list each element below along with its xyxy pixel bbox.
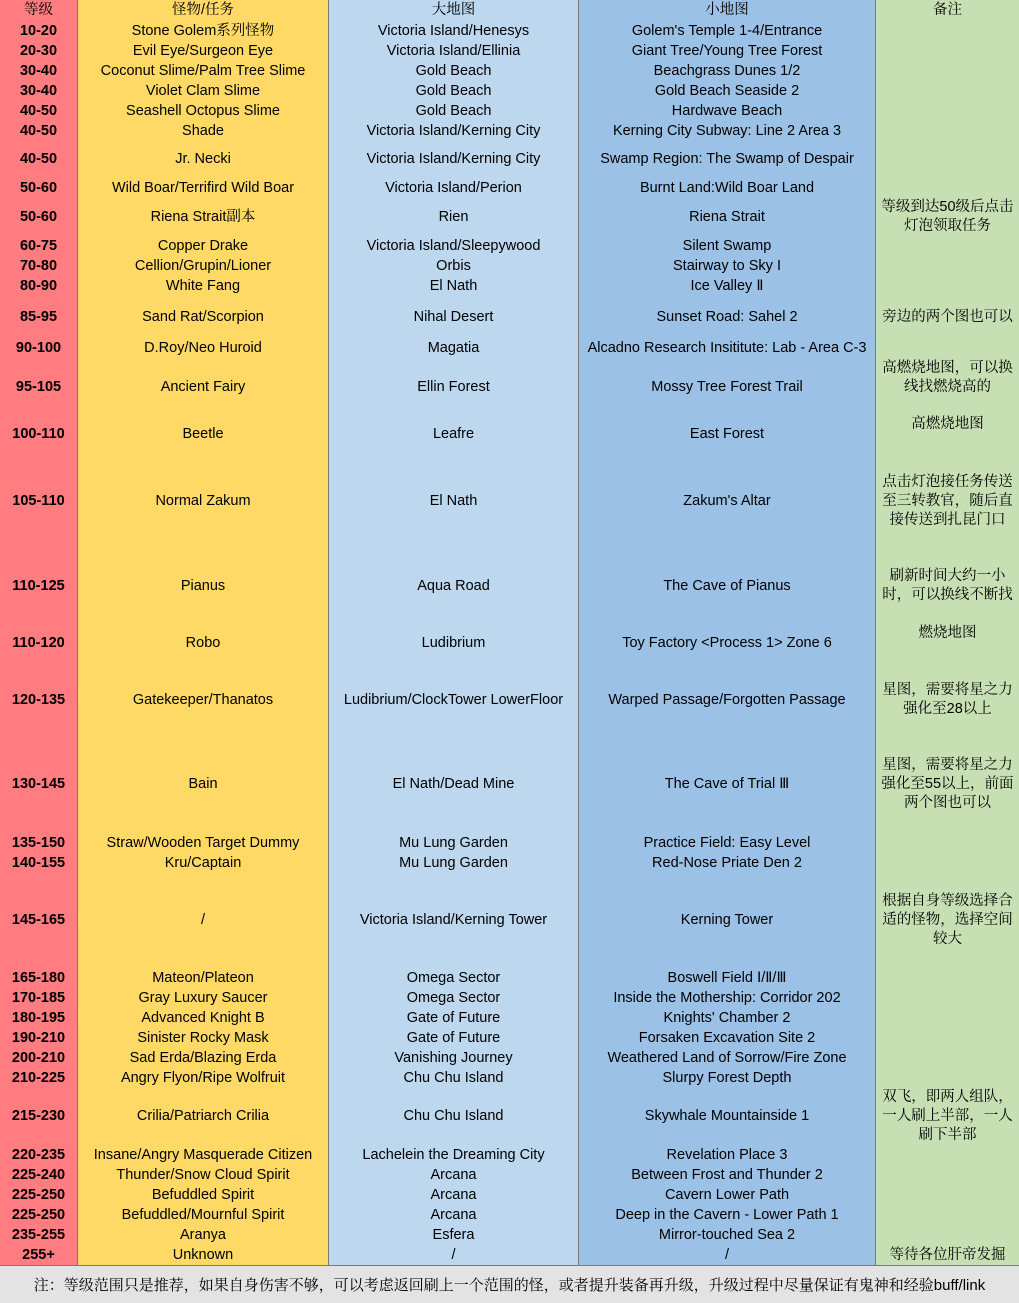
table-row: [0, 121, 1019, 141]
monster-cell: Copper Drake: [78, 236, 329, 256]
table-row: [0, 1048, 1019, 1068]
region-cell: Gold Beach: [329, 81, 579, 101]
map-cell: Gold Beach Seaside 2: [579, 81, 876, 101]
level-cell: 30-40: [0, 81, 78, 101]
region-cell: Omega Sector: [329, 988, 579, 1008]
region-cell: Orbis: [329, 256, 579, 276]
map-cell: Skywhale Mountainside 1: [579, 1088, 876, 1145]
level-cell: 135-150: [0, 833, 78, 853]
map-cell: Inside the Mothership: Corridor 202: [579, 988, 876, 1008]
monster-cell: Befuddled/Mournful Spirit: [78, 1205, 329, 1225]
region-cell: Arcana: [329, 1205, 579, 1225]
header-level: 等级: [0, 0, 78, 21]
note-cell: 星图，需要将星之力强化至55以上，前面两个图也可以: [876, 736, 1019, 833]
note-cell: [876, 101, 1019, 121]
header-row: [0, 0, 1019, 21]
note-cell: [876, 141, 1019, 178]
table-row: [0, 622, 1019, 664]
monster-cell: Riena Strait副本: [78, 198, 329, 236]
table-row: [0, 1165, 1019, 1185]
level-cell: 225-240: [0, 1165, 78, 1185]
map-cell: Red-Nose Priate Den 2: [579, 853, 876, 873]
table-row: [0, 1088, 1019, 1145]
note-cell: [876, 1205, 1019, 1225]
level-cell: 70-80: [0, 256, 78, 276]
note-cell: [876, 41, 1019, 61]
table-row: [0, 198, 1019, 236]
level-cell: 225-250: [0, 1185, 78, 1205]
map-cell: Practice Field: Easy Level: [579, 833, 876, 853]
monster-cell: Ancient Fairy: [78, 358, 329, 416]
monster-cell: Gatekeeper/Thanatos: [78, 664, 329, 736]
level-cell: 170-185: [0, 988, 78, 1008]
note-cell: 等待各位肝帝发掘: [876, 1245, 1019, 1265]
table-row: [0, 338, 1019, 358]
level-cell: 50-60: [0, 178, 78, 198]
map-cell: The Cave of Trial Ⅲ: [579, 736, 876, 833]
level-cell: 95-105: [0, 358, 78, 416]
table-row: [0, 141, 1019, 178]
region-cell: Ludibrium/ClockTower LowerFloor: [329, 664, 579, 736]
monster-cell: Straw/Wooden Target Dummy: [78, 833, 329, 853]
region-cell: Magatia: [329, 338, 579, 358]
note-cell: [876, 833, 1019, 853]
map-cell: Silent Swamp: [579, 236, 876, 256]
map-cell: Burnt Land:Wild Boar Land: [579, 178, 876, 198]
map-cell: Beachgrass Dunes 1/2: [579, 61, 876, 81]
map-cell: /: [579, 1245, 876, 1265]
monster-cell: Stone Golem系列怪物: [78, 21, 329, 41]
map-cell: Mossy Tree Forest Trail: [579, 358, 876, 416]
table-row: [0, 61, 1019, 81]
region-cell: Gate of Future: [329, 1028, 579, 1048]
map-cell: Between Frost and Thunder 2: [579, 1165, 876, 1185]
table-row: [0, 178, 1019, 198]
map-cell: Alcadno Research Insititute: Lab - Area C-3: [579, 338, 876, 358]
region-cell: Vanishing Journey: [329, 1048, 579, 1068]
level-cell: 110-120: [0, 622, 78, 664]
monster-cell: Normal Zakum: [78, 452, 329, 550]
table-row: [0, 296, 1019, 338]
region-cell: Chu Chu Island: [329, 1068, 579, 1088]
region-cell: El Nath: [329, 276, 579, 296]
note-cell: 根据自身等级选择合适的怪物，选择空间较大: [876, 873, 1019, 968]
table-row: [0, 81, 1019, 101]
map-cell: Riena Strait: [579, 198, 876, 236]
note-cell: [876, 1185, 1019, 1205]
level-cell: 200-210: [0, 1048, 78, 1068]
table-row: [0, 452, 1019, 550]
level-cell: 90-100: [0, 338, 78, 358]
level-cell: 40-50: [0, 121, 78, 141]
monster-cell: Bain: [78, 736, 329, 833]
table-row: [0, 1068, 1019, 1088]
region-cell: Arcana: [329, 1165, 579, 1185]
map-cell: Sunset Road: Sahel 2: [579, 296, 876, 338]
map-cell: The Cave of Pianus: [579, 550, 876, 622]
monster-cell: Thunder/Snow Cloud Spirit: [78, 1165, 329, 1185]
note-cell: [876, 1048, 1019, 1068]
note-cell: [876, 853, 1019, 873]
table-row: [0, 1245, 1019, 1265]
map-cell: Giant Tree/Young Tree Forest: [579, 41, 876, 61]
region-cell: Gate of Future: [329, 1008, 579, 1028]
region-cell: Gold Beach: [329, 61, 579, 81]
table-body: [0, 21, 1019, 1265]
level-cell: 105-110: [0, 452, 78, 550]
level-cell: 235-255: [0, 1225, 78, 1245]
level-cell: 180-195: [0, 1008, 78, 1028]
note-cell: [876, 968, 1019, 988]
table-row: [0, 416, 1019, 452]
table-row: [0, 276, 1019, 296]
monster-cell: Coconut Slime/Palm Tree Slime: [78, 61, 329, 81]
monster-cell: Aranya: [78, 1225, 329, 1245]
table-row: [0, 21, 1019, 41]
monster-cell: Crilia/Patriarch Crilia: [78, 1088, 329, 1145]
monster-cell: Cellion/Grupin/Lioner: [78, 256, 329, 276]
level-cell: 140-155: [0, 853, 78, 873]
note-cell: [876, 256, 1019, 276]
level-cell: 225-250: [0, 1205, 78, 1225]
map-cell: Cavern Lower Path: [579, 1185, 876, 1205]
map-cell: Revelation Place 3: [579, 1145, 876, 1165]
map-cell: Swamp Region: The Swamp of Despair: [579, 141, 876, 178]
note-cell: 点击灯泡接任务传送至三转教官，随后直接传送到扎昆门口: [876, 452, 1019, 550]
note-cell: [876, 1008, 1019, 1028]
note-cell: [876, 1145, 1019, 1165]
monster-cell: Jr. Necki: [78, 141, 329, 178]
monster-cell: Gray Luxury Saucer: [78, 988, 329, 1008]
region-cell: Aqua Road: [329, 550, 579, 622]
footer-note: 注：等级范围只是推荐，如果自身伤害不够，可以考虑返回刷上一个范围的怪，或者提升装备再升级，升级过程中尽量保证有鬼神和经验buff/link: [0, 1265, 1019, 1303]
region-cell: Ellin Forest: [329, 358, 579, 416]
note-cell: 刷新时间大约一小时，可以换线不断找: [876, 550, 1019, 622]
level-cell: 130-145: [0, 736, 78, 833]
monster-cell: Angry Flyon/Ripe Wolfruit: [78, 1068, 329, 1088]
table-row: [0, 736, 1019, 833]
map-cell: Zakum's Altar: [579, 452, 876, 550]
table-row: [0, 988, 1019, 1008]
region-cell: Chu Chu Island: [329, 1088, 579, 1145]
monster-cell: Pianus: [78, 550, 329, 622]
monster-cell: Befuddled Spirit: [78, 1185, 329, 1205]
monster-cell: Sinister Rocky Mask: [78, 1028, 329, 1048]
table-row: [0, 256, 1019, 276]
level-cell: 120-135: [0, 664, 78, 736]
level-cell: 30-40: [0, 61, 78, 81]
region-cell: Arcana: [329, 1185, 579, 1205]
level-cell: 80-90: [0, 276, 78, 296]
region-cell: Victoria Island/Henesys: [329, 21, 579, 41]
region-cell: Esfera: [329, 1225, 579, 1245]
monster-cell: Evil Eye/Surgeon Eye: [78, 41, 329, 61]
note-cell: [876, 1225, 1019, 1245]
level-cell: 215-230: [0, 1088, 78, 1145]
monster-cell: Sand Rat/Scorpion: [78, 296, 329, 338]
header-monster: 怪物/任务: [78, 0, 329, 21]
monster-cell: Advanced Knight B: [78, 1008, 329, 1028]
region-cell: Victoria Island/Kerning City: [329, 121, 579, 141]
monster-cell: Sad Erda/Blazing Erda: [78, 1048, 329, 1068]
region-cell: Omega Sector: [329, 968, 579, 988]
map-cell: Warped Passage/Forgotten Passage: [579, 664, 876, 736]
note-cell: [876, 236, 1019, 256]
monster-cell: Beetle: [78, 416, 329, 452]
note-cell: 高燃烧地图: [876, 416, 1019, 452]
note-cell: [876, 1028, 1019, 1048]
level-cell: 50-60: [0, 198, 78, 236]
monster-cell: /: [78, 873, 329, 968]
table-row: [0, 833, 1019, 853]
header-note: 备注: [876, 0, 1019, 21]
table-row: [0, 1205, 1019, 1225]
table-row: [0, 873, 1019, 968]
note-cell: [876, 61, 1019, 81]
region-cell: Mu Lung Garden: [329, 853, 579, 873]
map-cell: Forsaken Excavation Site 2: [579, 1028, 876, 1048]
level-cell: 145-165: [0, 873, 78, 968]
note-cell: 旁边的两个图也可以: [876, 296, 1019, 338]
region-cell: Victoria Island/Perion: [329, 178, 579, 198]
note-cell: 等级到达50级后点击灯泡领取任务: [876, 198, 1019, 236]
monster-cell: D.Roy/Neo Huroid: [78, 338, 329, 358]
monster-cell: Robo: [78, 622, 329, 664]
table-row: [0, 1145, 1019, 1165]
region-cell: Victoria Island/Ellinia: [329, 41, 579, 61]
note-cell: 星图，需要将星之力强化至28以上: [876, 664, 1019, 736]
note-cell: [876, 178, 1019, 198]
level-cell: 165-180: [0, 968, 78, 988]
map-cell: Weathered Land of Sorrow/Fire Zone: [579, 1048, 876, 1068]
table-row: [0, 41, 1019, 61]
table-row: [0, 1185, 1019, 1205]
table-row: [0, 1008, 1019, 1028]
map-cell: East Forest: [579, 416, 876, 452]
region-cell: Leafre: [329, 416, 579, 452]
monster-cell: Unknown: [78, 1245, 329, 1265]
region-cell: Victoria Island/Kerning City: [329, 141, 579, 178]
level-cell: 85-95: [0, 296, 78, 338]
level-cell: 110-125: [0, 550, 78, 622]
map-cell: Kerning Tower: [579, 873, 876, 968]
monster-cell: Kru/Captain: [78, 853, 329, 873]
map-cell: Stairway to Sky I: [579, 256, 876, 276]
header-map: 小地图: [579, 0, 876, 21]
level-cell: 100-110: [0, 416, 78, 452]
region-cell: Victoria Island/Kerning Tower: [329, 873, 579, 968]
note-cell: 高燃烧地图，可以换线找燃烧高的: [876, 358, 1019, 416]
note-cell: [876, 121, 1019, 141]
header-region: 大地图: [329, 0, 579, 21]
map-cell: Deep in the Cavern - Lower Path 1: [579, 1205, 876, 1225]
map-cell: Golem's Temple 1-4/Entrance: [579, 21, 876, 41]
monster-cell: Shade: [78, 121, 329, 141]
note-cell: [876, 1068, 1019, 1088]
region-cell: El Nath: [329, 452, 579, 550]
table-row: [0, 968, 1019, 988]
monster-cell: Wild Boar/Terrifird Wild Boar: [78, 178, 329, 198]
table-row: [0, 664, 1019, 736]
note-cell: 双飞，即两人组队，一人刷上半部，一人刷下半部: [876, 1088, 1019, 1145]
region-cell: El Nath/Dead Mine: [329, 736, 579, 833]
level-cell: 60-75: [0, 236, 78, 256]
region-cell: Mu Lung Garden: [329, 833, 579, 853]
table-row: [0, 1225, 1019, 1245]
level-cell: 220-235: [0, 1145, 78, 1165]
table-row: [0, 236, 1019, 256]
level-cell: 210-225: [0, 1068, 78, 1088]
map-cell: Kerning City Subway: Line 2 Area 3: [579, 121, 876, 141]
level-cell: 10-20: [0, 21, 78, 41]
note-cell: [876, 276, 1019, 296]
region-cell: Ludibrium: [329, 622, 579, 664]
map-cell: Slurpy Forest Depth: [579, 1068, 876, 1088]
monster-cell: White Fang: [78, 276, 329, 296]
monster-cell: Mateon/Plateon: [78, 968, 329, 988]
note-cell: [876, 338, 1019, 358]
map-cell: Mirror-touched Sea 2: [579, 1225, 876, 1245]
map-cell: Knights' Chamber 2: [579, 1008, 876, 1028]
note-cell: [876, 1165, 1019, 1185]
monster-cell: Seashell Octopus Slime: [78, 101, 329, 121]
region-cell: /: [329, 1245, 579, 1265]
note-cell: [876, 21, 1019, 41]
region-cell: Nihal Desert: [329, 296, 579, 338]
table-row: [0, 1028, 1019, 1048]
monster-cell: Insane/Angry Masquerade Citizen: [78, 1145, 329, 1165]
level-cell: 40-50: [0, 101, 78, 121]
map-cell: Ice Valley Ⅱ: [579, 276, 876, 296]
table-row: [0, 550, 1019, 622]
note-cell: 燃烧地图: [876, 622, 1019, 664]
map-cell: Boswell Field Ⅰ/Ⅱ/Ⅲ: [579, 968, 876, 988]
note-cell: [876, 81, 1019, 101]
map-cell: Toy Factory <Process 1> Zone 6: [579, 622, 876, 664]
level-cell: 190-210: [0, 1028, 78, 1048]
monster-cell: Violet Clam Slime: [78, 81, 329, 101]
level-cell: 40-50: [0, 141, 78, 178]
region-cell: Lachelein the Dreaming City: [329, 1145, 579, 1165]
region-cell: Victoria Island/Sleepywood: [329, 236, 579, 256]
table-row: [0, 358, 1019, 416]
region-cell: Rien: [329, 198, 579, 236]
note-cell: [876, 988, 1019, 1008]
map-cell: Hardwave Beach: [579, 101, 876, 121]
level-cell: 20-30: [0, 41, 78, 61]
level-cell: 255+: [0, 1245, 78, 1265]
table-row: [0, 101, 1019, 121]
region-cell: Gold Beach: [329, 101, 579, 121]
table-row: [0, 853, 1019, 873]
